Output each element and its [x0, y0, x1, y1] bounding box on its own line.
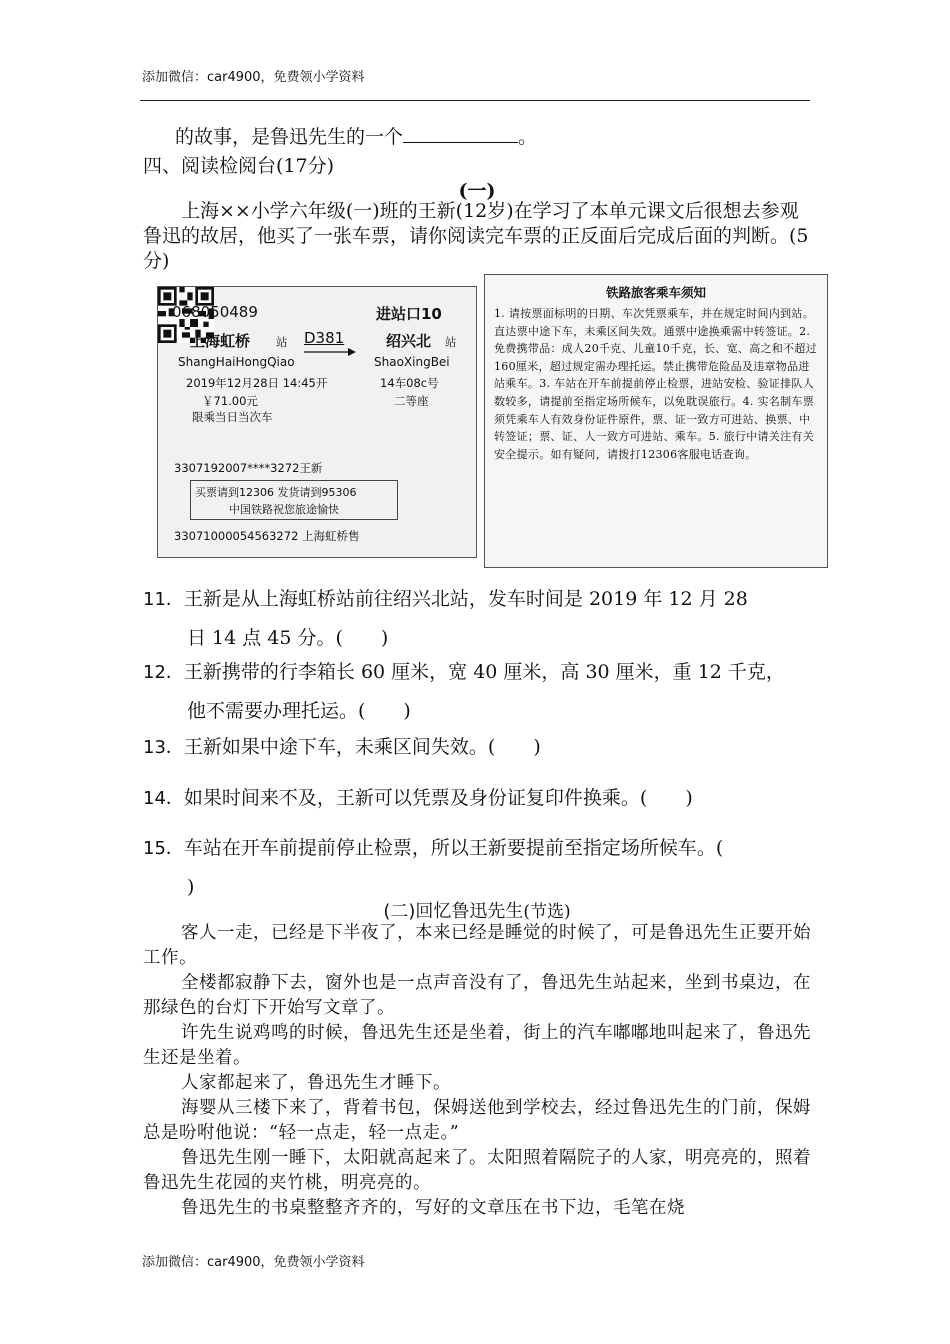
ticket-notice-image — [484, 274, 828, 568]
question-number: 13． — [143, 737, 184, 758]
ticket-note-line1: 买票请到12306 发货请到95306 — [195, 486, 357, 499]
question-text-cont: ) — [187, 876, 195, 898]
question-text: 王新如果中途下车，未乘区间失效。( ) — [183, 736, 541, 758]
passage-paragraph: 鲁迅先生刚一睡下，太阳就高起来了。太阳照着隔院子的人家，明亮亮的，照着鲁迅先生花园的夹竹桃，明亮亮的。 — [143, 1148, 811, 1193]
ticket-to-pinyin: ShaoXingBei — [374, 355, 450, 369]
part2-title-text: (二)回忆鲁迅先生 — [383, 901, 524, 922]
notice-body: 1. 请按票面标明的日期、车次凭票乘车，并在规定时间内到站。直达票中途下车，未乘区间失效。通票中途换乘需中转签证。2. 免费携带品：成人20千克、儿童10千克，长、宽、高之和不超过160厘米，超过规定需办理托运。禁止携带危险品及违章物品进站乘车。3. 车站在开车前提前停止检票，进站安检、验证排队人数较多，请提前至指定场所候车，以免耽误旅行。4. 实名制车票须凭乘车人有效身份证件原件，票、证一致方可进站、换票、中转签证；票、证、人一致方可进站、乘车。5. 旅行中请关注有关安全提示。如有疑问，请拨打12306客服电话查询。 — [494, 307, 817, 461]
intro-line — [143, 122, 811, 153]
question-text: 车站在开车前提前停止检票，所以王新要提前至指定场所候车。( — [183, 837, 724, 859]
question-12 — [143, 653, 813, 730]
question-15 — [143, 829, 813, 906]
ticket-gate: 进站口10 — [376, 305, 442, 323]
question-text-cont: 他不需要办理托运。( ) — [187, 700, 411, 722]
ticket-limit: 限乘当日当次车 — [192, 410, 273, 424]
question-text: 王新是从上海虹桥站前往绍兴北站，发车时间是 2019 年 12 月 28 — [183, 588, 748, 610]
passage-paragraph: 鲁迅先生的书桌整整齐齐的，写好的文章压在书下边，毛笔在烧 — [181, 1198, 685, 1218]
question-number: 12． — [143, 662, 184, 683]
ticket-note-box — [190, 480, 398, 520]
question-number: 11． — [143, 589, 184, 610]
ticket-price: ￥71.00元 — [202, 394, 258, 408]
part2-subtitle: (节选) — [523, 902, 571, 922]
passage — [143, 921, 811, 1221]
ticket-train-number: D381 — [304, 329, 345, 347]
ticket-serial: 068050489 — [172, 303, 258, 321]
page-footer: 添加微信：car4900，免费领小学资料 — [142, 1255, 365, 1270]
train-ticket-image — [157, 286, 477, 558]
ticket-station-suffix: 站 — [276, 335, 288, 349]
ticket-arrow-icon — [304, 347, 356, 357]
ticket-passenger-id: 3307192007****3272王新 — [174, 461, 323, 475]
question-text: 如果时间来不及，王新可以凭票及身份证复印件换乘。( ) — [183, 787, 693, 809]
passage-paragraph: 全楼都寂静下去，窗外也是一点声音没有了，鲁迅先生站起来，坐到书桌边，在那绿色的台灯下开始写文章了。 — [143, 973, 811, 1018]
question-number: 14． — [143, 788, 184, 809]
ticket-note-line2: 中国铁路祝您旅途愉快 — [229, 503, 339, 516]
part1-intro: 上海××小学六年级(一)班的王新(12岁)在学习了本单元课文后很想去参观鲁迅的故居，他买了一张车票，请你阅读完车票的正反面后完成后面的判断。(5分) — [143, 200, 809, 272]
answer-blank[interactable] — [403, 122, 518, 143]
ticket-bottom: 33071000054563272 上海虹桥售 — [174, 529, 360, 543]
question-text-cont: 日 14 点 45 分。( ) — [187, 627, 389, 649]
ticket-datetime: 2019年12月28日 14:45开 — [186, 376, 328, 390]
ticket-seat: 14车08c号 — [380, 376, 439, 390]
notice-title: 铁路旅客乘车须知 — [605, 285, 706, 300]
intro-end: 。 — [518, 126, 538, 148]
header-divider — [140, 100, 810, 101]
ticket-to-station: 绍兴北 — [386, 332, 432, 350]
question-text: 王新携带的行李箱长 60 厘米，宽 40 厘米，高 30 厘米，重 12 千克， — [183, 661, 785, 683]
passage-paragraph: 客人一走，已经是下半夜了，本来已经是睡觉的时候了，可是鲁迅先生正要开始工作。 — [143, 923, 811, 968]
ticket-seat-class: 二等座 — [394, 394, 429, 408]
ticket-to-suffix: 站 — [445, 335, 457, 349]
passage-paragraph: 海婴从三楼下来了，背着书包，保姆送他到学校去，经过鲁迅先生的门前，保姆总是吩咐他说：“轻一点走，轻一点走。” — [143, 1098, 811, 1143]
passage-paragraph: 许先生说鸡鸣的时候，鲁迅先生还是坐着，街上的汽车嘟嘟地叫起来了，鲁迅先生还是坐着。 — [143, 1023, 811, 1068]
question-13 — [143, 728, 813, 767]
ticket-from-station: 上海虹桥 — [190, 332, 251, 350]
section-title: 四、阅读检阅台(17分) — [143, 155, 335, 177]
question-number: 15． — [143, 838, 184, 859]
passage-paragraph: 人家都起来了，鲁迅先生才睡下。 — [181, 1073, 451, 1093]
part1-title: (一) — [458, 180, 496, 202]
ticket-from-pinyin: ShangHaiHongQiao — [178, 355, 295, 369]
intro-text: 的故事，是鲁迅先生的一个 — [175, 126, 404, 148]
page-header: 添加微信：car4900，免费领小学资料 — [142, 70, 365, 85]
question-11 — [143, 580, 813, 657]
question-14 — [143, 779, 813, 818]
